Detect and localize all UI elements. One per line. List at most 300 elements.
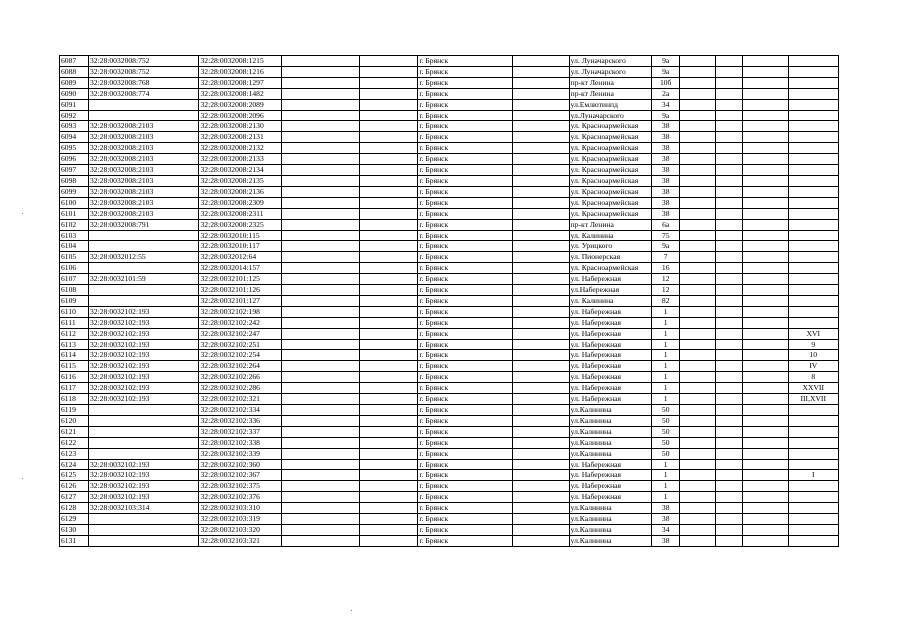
house-number-cell: 38 <box>652 197 680 208</box>
parent-cadastral-number-cell: 32:28:0032008:768 <box>88 77 199 88</box>
table-row <box>60 274 839 285</box>
empty-cell <box>680 492 715 503</box>
empty-cell <box>715 372 743 383</box>
street-cell: ул. Набережная <box>569 492 652 503</box>
empty-cell <box>512 132 569 143</box>
cadastral-number-cell: 32:28:0032008:1216 <box>199 66 282 77</box>
parent-cadastral-number-cell: 32:28:0032102:193 <box>88 372 199 383</box>
empty-cell <box>680 165 715 176</box>
house-number-cell: 12 <box>652 274 680 285</box>
cadastral-number-cell: 32:28:0032102:376 <box>199 492 282 503</box>
empty-cell <box>743 230 788 241</box>
empty-cell <box>715 437 743 448</box>
empty-cell <box>282 328 360 339</box>
room-number-cell <box>788 165 839 176</box>
empty-cell <box>282 263 360 274</box>
table-row <box>60 372 839 383</box>
empty-cell <box>680 154 715 165</box>
empty-cell <box>743 328 788 339</box>
row-number-cell: 6099 <box>60 186 89 197</box>
empty-cell <box>282 514 360 525</box>
room-number-cell <box>788 274 839 285</box>
room-number-cell <box>788 197 839 208</box>
house-number-cell: 1 <box>652 339 680 350</box>
empty-cell <box>512 492 569 503</box>
empty-cell <box>282 383 360 394</box>
empty-cell <box>512 535 569 546</box>
street-cell: пр-кт Ленина <box>569 77 652 88</box>
table-row <box>60 405 839 416</box>
empty-cell <box>680 263 715 274</box>
parent-cadastral-number-cell: 32:28:0032008:2103 <box>88 132 199 143</box>
city-cell: г. Брянск <box>418 383 512 394</box>
empty-cell <box>680 339 715 350</box>
street-cell: ул. Луначарского <box>569 66 652 77</box>
house-number-cell: 38 <box>652 165 680 176</box>
empty-cell <box>743 361 788 372</box>
empty-cell <box>282 426 360 437</box>
empty-cell <box>360 66 418 77</box>
cadastral-number-cell: 32:28:0032010:115 <box>199 230 282 241</box>
city-cell: г. Брянск <box>418 535 512 546</box>
empty-cell <box>282 143 360 154</box>
empty-cell <box>512 459 569 470</box>
empty-cell <box>282 230 360 241</box>
empty-cell <box>282 165 360 176</box>
empty-cell <box>743 175 788 186</box>
cadastral-number-cell: 32:28:0032008:2325 <box>199 219 282 230</box>
house-number-cell: 38 <box>652 503 680 514</box>
street-cell: ул. Пионерская <box>569 252 652 263</box>
empty-cell <box>715 448 743 459</box>
row-number-cell: 6097 <box>60 165 89 176</box>
table-row <box>60 154 839 165</box>
row-number-cell: 6109 <box>60 295 89 306</box>
empty-cell <box>512 230 569 241</box>
row-number-cell: 6094 <box>60 132 89 143</box>
table-row <box>60 524 839 535</box>
empty-cell <box>743 154 788 165</box>
room-number-cell <box>788 88 839 99</box>
row-number-cell: 6130 <box>60 524 89 535</box>
empty-cell <box>360 394 418 405</box>
house-number-cell: 38 <box>652 143 680 154</box>
house-number-cell: 75 <box>652 230 680 241</box>
room-number-cell <box>788 503 839 514</box>
empty-cell <box>512 56 569 67</box>
empty-cell <box>282 339 360 350</box>
parent-cadastral-number-cell: 32:28:0032008:2103 <box>88 121 199 132</box>
row-number-cell: 6088 <box>60 66 89 77</box>
city-cell: г. Брянск <box>418 197 512 208</box>
row-number-cell: 6102 <box>60 219 89 230</box>
row-number-cell: 6110 <box>60 306 89 317</box>
table-row <box>60 241 839 252</box>
empty-cell <box>360 208 418 219</box>
empty-cell <box>282 175 360 186</box>
empty-cell <box>715 426 743 437</box>
empty-cell <box>715 361 743 372</box>
empty-cell <box>360 459 418 470</box>
room-number-cell <box>788 459 839 470</box>
empty-cell <box>680 219 715 230</box>
empty-cell <box>512 99 569 110</box>
empty-cell <box>680 448 715 459</box>
empty-cell <box>360 197 418 208</box>
street-cell: ул. Красноармейская <box>569 132 652 143</box>
house-number-cell: 1 <box>652 383 680 394</box>
cadastral-number-cell: 32:28:0032101:127 <box>199 295 282 306</box>
empty-cell <box>715 56 743 67</box>
house-number-cell: 34 <box>652 99 680 110</box>
empty-cell <box>680 394 715 405</box>
empty-cell <box>680 535 715 546</box>
empty-cell <box>512 66 569 77</box>
house-number-cell: 50 <box>652 415 680 426</box>
street-cell: ул. Набережная <box>569 470 652 481</box>
room-number-cell <box>788 143 839 154</box>
table-row <box>60 361 839 372</box>
row-number-cell: 6106 <box>60 263 89 274</box>
empty-cell <box>360 110 418 121</box>
street-cell: ул. Набережная <box>569 394 652 405</box>
city-cell: г. Брянск <box>418 437 512 448</box>
empty-cell <box>360 470 418 481</box>
empty-cell <box>512 383 569 394</box>
row-number-cell: 6089 <box>60 77 89 88</box>
table-row <box>60 317 839 328</box>
city-cell: г. Брянск <box>418 186 512 197</box>
empty-cell <box>743 492 788 503</box>
empty-cell <box>680 252 715 263</box>
empty-cell <box>360 252 418 263</box>
empty-cell <box>282 448 360 459</box>
empty-cell <box>282 110 360 121</box>
table-row <box>60 394 839 405</box>
scan-speck <box>22 213 23 214</box>
house-number-cell: 1 <box>652 470 680 481</box>
row-number-cell: 6116 <box>60 372 89 383</box>
row-number-cell: 6092 <box>60 110 89 121</box>
empty-cell <box>360 99 418 110</box>
room-number-cell <box>788 66 839 77</box>
empty-cell <box>512 514 569 525</box>
city-cell: г. Брянск <box>418 110 512 121</box>
cadastral-number-cell: 32:28:0032102:264 <box>199 361 282 372</box>
empty-cell <box>512 285 569 296</box>
empty-cell <box>512 361 569 372</box>
row-number-cell: 6112 <box>60 328 89 339</box>
cadastral-number-cell: 32:28:0032102:286 <box>199 383 282 394</box>
row-number-cell: 6125 <box>60 470 89 481</box>
city-cell: г. Брянск <box>418 252 512 263</box>
empty-cell <box>360 415 418 426</box>
empty-cell <box>360 263 418 274</box>
table-row <box>60 437 839 448</box>
city-cell: г. Брянск <box>418 317 512 328</box>
house-number-cell: 38 <box>652 154 680 165</box>
empty-cell <box>512 143 569 154</box>
empty-cell <box>360 339 418 350</box>
table-row <box>60 186 839 197</box>
empty-cell <box>512 263 569 274</box>
empty-cell <box>680 437 715 448</box>
empty-cell <box>715 394 743 405</box>
empty-cell <box>743 88 788 99</box>
city-cell: г. Брянск <box>418 99 512 110</box>
room-number-cell <box>788 524 839 535</box>
row-number-cell: 6114 <box>60 350 89 361</box>
parent-cadastral-number-cell: 32:28:0032008:791 <box>88 219 199 230</box>
table-row <box>60 110 839 121</box>
empty-cell <box>360 230 418 241</box>
empty-cell <box>715 535 743 546</box>
parent-cadastral-number-cell <box>88 241 199 252</box>
empty-cell <box>680 328 715 339</box>
empty-cell <box>715 459 743 470</box>
empty-cell <box>743 197 788 208</box>
room-number-cell <box>788 492 839 503</box>
empty-cell <box>743 470 788 481</box>
table-row <box>60 535 839 546</box>
parent-cadastral-number-cell: 32:28:0032102:193 <box>88 459 199 470</box>
street-cell: ул. Набережная <box>569 481 652 492</box>
empty-cell <box>743 274 788 285</box>
street-cell: ул.Калинина <box>569 448 652 459</box>
street-cell: ул.Калинина <box>569 535 652 546</box>
cadastral-number-cell: 32:28:0032101:126 <box>199 285 282 296</box>
empty-cell <box>512 339 569 350</box>
cadastral-number-cell: 32:28:0032102:375 <box>199 481 282 492</box>
parent-cadastral-number-cell <box>88 230 199 241</box>
empty-cell <box>715 405 743 416</box>
parent-cadastral-number-cell: 32:28:0032012:55 <box>88 252 199 263</box>
empty-cell <box>715 208 743 219</box>
empty-cell <box>360 77 418 88</box>
empty-cell <box>743 372 788 383</box>
room-number-cell <box>788 405 839 416</box>
empty-cell <box>282 274 360 285</box>
empty-cell <box>743 514 788 525</box>
empty-cell <box>360 328 418 339</box>
empty-cell <box>680 230 715 241</box>
row-number-cell: 6111 <box>60 317 89 328</box>
city-cell: г. Брянск <box>418 306 512 317</box>
street-cell: ул. Красноармейская <box>569 143 652 154</box>
room-number-cell <box>788 535 839 546</box>
empty-cell <box>743 263 788 274</box>
city-cell: г. Брянск <box>418 328 512 339</box>
empty-cell <box>715 295 743 306</box>
empty-cell <box>512 88 569 99</box>
room-number-cell <box>788 77 839 88</box>
empty-cell <box>282 88 360 99</box>
empty-cell <box>680 350 715 361</box>
parent-cadastral-number-cell: 32:28:0032102:193 <box>88 350 199 361</box>
empty-cell <box>360 426 418 437</box>
table-row <box>60 383 839 394</box>
city-cell: г. Брянск <box>418 219 512 230</box>
empty-cell <box>715 154 743 165</box>
cadastral-number-cell: 32:28:0032103:310 <box>199 503 282 514</box>
empty-cell <box>360 154 418 165</box>
scan-speck <box>22 478 23 479</box>
parent-cadastral-number-cell: 32:28:0032008:2103 <box>88 175 199 186</box>
parent-cadastral-number-cell <box>88 437 199 448</box>
empty-cell <box>282 306 360 317</box>
house-number-cell: 6а <box>652 219 680 230</box>
empty-cell <box>282 437 360 448</box>
house-number-cell: 12 <box>652 285 680 296</box>
empty-cell <box>715 263 743 274</box>
empty-cell <box>282 415 360 426</box>
empty-cell <box>743 339 788 350</box>
street-cell: ул.Калинина <box>569 437 652 448</box>
empty-cell <box>512 394 569 405</box>
street-cell: ул. Набережная <box>569 306 652 317</box>
city-cell: г. Брянск <box>418 208 512 219</box>
table-row <box>60 306 839 317</box>
house-number-cell: 10б <box>652 77 680 88</box>
house-number-cell: 1 <box>652 459 680 470</box>
empty-cell <box>743 132 788 143</box>
cadastral-number-cell: 32:28:0032008:2096 <box>199 110 282 121</box>
room-number-cell <box>788 437 839 448</box>
table-row <box>60 459 839 470</box>
street-cell: ул. Набережная <box>569 328 652 339</box>
parent-cadastral-number-cell: 32:28:0032102:193 <box>88 394 199 405</box>
street-cell: ул.Калинина <box>569 426 652 437</box>
empty-cell <box>282 132 360 143</box>
empty-cell <box>282 77 360 88</box>
empty-cell <box>715 66 743 77</box>
empty-cell <box>743 252 788 263</box>
parent-cadastral-number-cell <box>88 110 199 121</box>
cadastral-number-cell: 32:28:0032102:339 <box>199 448 282 459</box>
table-row <box>60 143 839 154</box>
empty-cell <box>743 219 788 230</box>
empty-cell <box>282 524 360 535</box>
city-cell: г. Брянск <box>418 143 512 154</box>
empty-cell <box>360 175 418 186</box>
room-number-cell <box>788 317 839 328</box>
empty-cell <box>680 405 715 416</box>
row-number-cell: 6128 <box>60 503 89 514</box>
empty-cell <box>743 383 788 394</box>
house-number-cell: 50 <box>652 405 680 416</box>
empty-cell <box>360 361 418 372</box>
house-number-cell: 1 <box>652 372 680 383</box>
empty-cell <box>512 372 569 383</box>
street-cell: ул. Урицкого <box>569 241 652 252</box>
empty-cell <box>360 383 418 394</box>
street-cell: ул. Калинина <box>569 230 652 241</box>
room-number-cell <box>788 295 839 306</box>
parent-cadastral-number-cell: 32:28:0032008:2103 <box>88 143 199 154</box>
scan-speck <box>351 610 352 611</box>
city-cell: г. Брянск <box>418 361 512 372</box>
table-row <box>60 470 839 481</box>
empty-cell <box>743 186 788 197</box>
empty-cell <box>715 186 743 197</box>
empty-cell <box>715 110 743 121</box>
empty-cell <box>360 492 418 503</box>
empty-cell <box>743 143 788 154</box>
empty-cell <box>715 503 743 514</box>
room-number-cell <box>788 415 839 426</box>
empty-cell <box>360 306 418 317</box>
street-cell: ул. Набережная <box>569 361 652 372</box>
cadastral-number-cell: 32:28:0032102:242 <box>199 317 282 328</box>
empty-cell <box>680 481 715 492</box>
empty-cell <box>680 274 715 285</box>
parent-cadastral-number-cell: 32:28:0032008:2103 <box>88 186 199 197</box>
empty-cell <box>282 317 360 328</box>
street-cell: ул. Красноармейская <box>569 197 652 208</box>
street-cell: ул. Набережная <box>569 383 652 394</box>
city-cell: г. Брянск <box>418 448 512 459</box>
empty-cell <box>282 470 360 481</box>
empty-cell <box>680 459 715 470</box>
room-number-cell <box>788 230 839 241</box>
empty-cell <box>282 56 360 67</box>
cadastral-number-cell: 32:28:0032102:254 <box>199 350 282 361</box>
empty-cell <box>512 328 569 339</box>
house-number-cell: 9а <box>652 56 680 67</box>
parent-cadastral-number-cell: 32:28:0032008:774 <box>88 88 199 99</box>
room-number-cell: XXVII <box>788 383 839 394</box>
parent-cadastral-number-cell <box>88 514 199 525</box>
empty-cell <box>743 394 788 405</box>
parent-cadastral-number-cell <box>88 285 199 296</box>
row-number-cell: 6129 <box>60 514 89 525</box>
empty-cell <box>680 514 715 525</box>
empty-cell <box>680 132 715 143</box>
city-cell: г. Брянск <box>418 524 512 535</box>
room-number-cell <box>788 285 839 296</box>
cadastral-number-cell: 32:28:0032102:360 <box>199 459 282 470</box>
empty-cell <box>512 77 569 88</box>
empty-cell <box>680 197 715 208</box>
row-number-cell: 6127 <box>60 492 89 503</box>
empty-cell <box>282 241 360 252</box>
empty-cell <box>360 143 418 154</box>
cadastral-number-cell: 32:28:0032008:2133 <box>199 154 282 165</box>
empty-cell <box>512 317 569 328</box>
property-registry-table <box>59 55 839 547</box>
empty-cell <box>743 99 788 110</box>
parent-cadastral-number-cell <box>88 448 199 459</box>
empty-cell <box>360 121 418 132</box>
room-number-cell <box>788 175 839 186</box>
parent-cadastral-number-cell: 32:28:0032008:2103 <box>88 197 199 208</box>
empty-cell <box>680 56 715 67</box>
empty-cell <box>512 295 569 306</box>
empty-cell <box>680 317 715 328</box>
street-cell: ул. Красноармейская <box>569 165 652 176</box>
parent-cadastral-number-cell: 32:28:0032102:193 <box>88 492 199 503</box>
parent-cadastral-number-cell: 32:28:0032102:193 <box>88 328 199 339</box>
table-row <box>60 77 839 88</box>
empty-cell <box>743 121 788 132</box>
empty-cell <box>282 186 360 197</box>
empty-cell <box>743 241 788 252</box>
empty-cell <box>282 252 360 263</box>
cadastral-number-cell: 32:28:0032010:117 <box>199 241 282 252</box>
empty-cell <box>715 99 743 110</box>
table-row <box>60 66 839 77</box>
parent-cadastral-number-cell: 32:28:0032102:193 <box>88 481 199 492</box>
